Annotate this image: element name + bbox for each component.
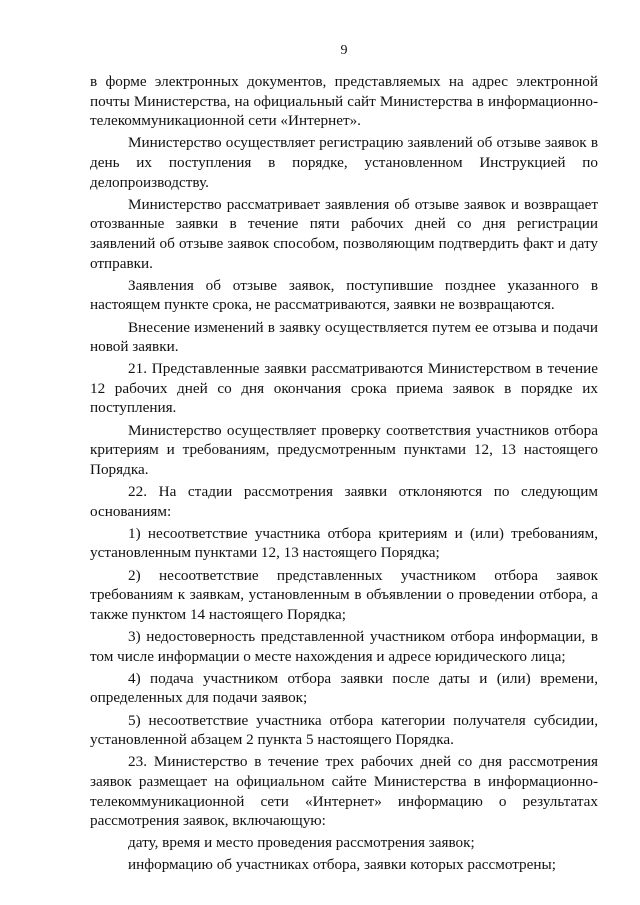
paragraph: 23. Министерство в течение трех рабочих дней со дня рассмотрения заявок размещает на официальном сайте Министерства в информационно-телекоммуникационной сети «Интернет» информацию о результатах рассмотрения заявок, включающую: <box>90 753 598 830</box>
paragraph: Заявления об отзыве заявок, поступившие позднее указанного в настоящем пункте срока, не рассматриваются, заявки не возвращаются. <box>90 276 598 314</box>
paragraph: Внесение изменений в заявку осуществляется путем ее отзыва и подачи новой заявки. <box>90 318 598 356</box>
list-item: 1) несоответствие участника отбора критериям и (или) требованиям, установленным пунктами 12, 13 настоящего Порядка; <box>90 524 598 562</box>
list-item: информацию об участниках отбора, заявки которых рассмотрены; <box>128 856 556 874</box>
paragraph: Министерство осуществляет регистрацию заявлений об отзыве заявок в день их поступления в порядке, установленном Инструкцией по делопроизводству. <box>90 134 598 191</box>
paragraph: Министерство осуществляет проверку соответствия участников отбора критериям и требованиям, предусмотренным пунктами 12, 13 настоящего Порядка. <box>90 421 598 478</box>
paragraph: в форме электронных документов, представляемых на адрес электронной почты Министерства, на официальный сайт Министерства в информационно-телекоммуникационной сети «Интернет». <box>90 73 598 130</box>
document-body <box>90 72 598 875</box>
list-item: 5) несоответствие участника отбора категории получателя субсидии, установленной абзацем 2 пункта 5 настоящего Порядка. <box>90 711 598 749</box>
list-item: 2) несоответствие представленных участником отбора заявок требованиям к заявкам, установленным в объявлении о проведении отбора, а также пунктом 14 настоящего Порядка; <box>90 566 598 623</box>
list-item: дату, время и место проведения рассмотрения заявок; <box>128 834 475 852</box>
paragraph: Министерство рассматривает заявления об отзыве заявок и возвращает отозванные заявки в течение пяти рабочих дней со дня регистрации заявлений об отзыве заявок способом, позволяющим подтвердить факт и дату отправки. <box>90 195 598 272</box>
paragraph: 22. На стадии рассмотрения заявки отклоняются по следующим основаниям: <box>90 483 598 520</box>
list-item: 3) недостоверность представленной участником отбора информации, в том числе информации о месте нахождения и адресе юридического лица; <box>90 627 598 665</box>
paragraph: 21. Представленные заявки рассматриваются Министерством в течение 12 рабочих дней со дня окончания срока приема заявок в порядке их поступления. <box>90 360 598 417</box>
page-number: 9 <box>340 43 348 58</box>
list-item: 4) подача участником отбора заявки после даты и (или) времени, определенных для подачи заявок; <box>90 669 598 707</box>
